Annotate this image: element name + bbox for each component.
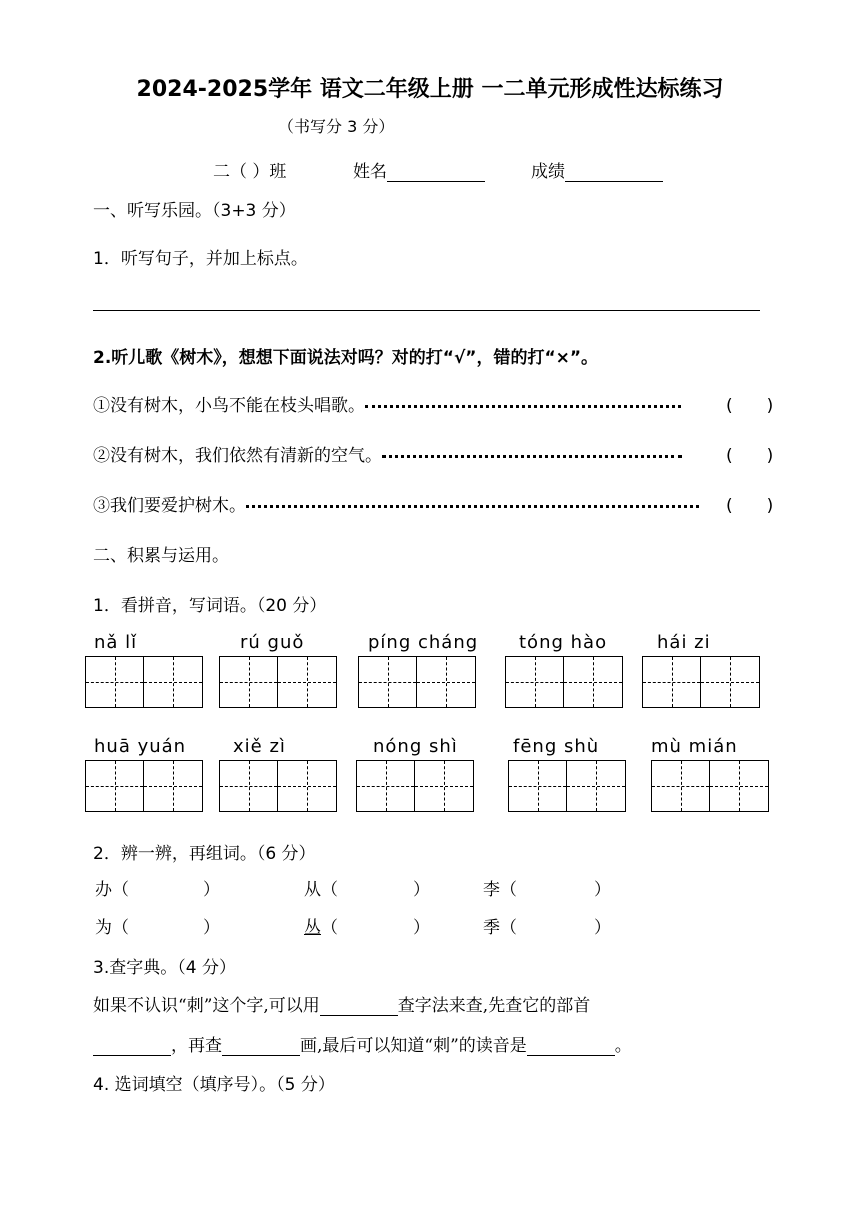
leader-dots bbox=[246, 505, 699, 508]
answer-blank[interactable] bbox=[320, 997, 398, 1016]
leader-dots bbox=[365, 405, 681, 408]
grid-cell[interactable] bbox=[220, 761, 278, 811]
pinyin-label: tóng hào bbox=[519, 632, 608, 653]
statement-1-text: ①没有树木，小鸟不能在枝头唱歌。 bbox=[93, 396, 365, 416]
grid-cell[interactable] bbox=[357, 761, 415, 811]
pair-item: 李（ bbox=[483, 880, 517, 900]
close-paren[interactable]: ） bbox=[594, 880, 611, 900]
pair-item: 办（ bbox=[95, 880, 129, 900]
text-segment: 如果不认识“刺”这个字,可以用 bbox=[93, 996, 320, 1016]
writing-grid[interactable] bbox=[219, 760, 337, 812]
grid-cell[interactable] bbox=[652, 761, 710, 811]
pinyin-label: mù mián bbox=[651, 736, 738, 757]
close-paren[interactable]: ） bbox=[594, 918, 611, 938]
question-2-3: 3.查字典。（4 分） bbox=[93, 958, 236, 978]
question-1-1: 1．听写句子，并加上标点。 bbox=[93, 249, 308, 269]
writing-grid[interactable] bbox=[219, 656, 337, 708]
statement-1 bbox=[93, 391, 681, 416]
writing-grid[interactable] bbox=[508, 760, 626, 812]
writing-grid[interactable] bbox=[505, 656, 623, 708]
question-2-2: 2．辨一辨，再组词。（6 分） bbox=[93, 844, 316, 864]
text-segment: 查字法来查,先查它的部首 bbox=[397, 996, 591, 1016]
close-paren[interactable]: ） bbox=[413, 880, 430, 900]
grid-cell[interactable] bbox=[278, 761, 336, 811]
grid-cell[interactable] bbox=[86, 761, 144, 811]
grid-cell[interactable] bbox=[710, 761, 768, 811]
grid-cell[interactable] bbox=[144, 657, 202, 707]
dictionary-line-1 bbox=[93, 991, 590, 1016]
question-1-2: 2.听儿歌《树木》，想想下面说法对吗？对的打“√”，错的打“×”。 bbox=[93, 348, 599, 368]
writing-grid[interactable] bbox=[358, 656, 476, 708]
writing-grid[interactable] bbox=[85, 656, 203, 708]
grid-cell[interactable] bbox=[509, 761, 567, 811]
score-label: 成绩 bbox=[531, 162, 565, 182]
text-segment: 。 bbox=[614, 1036, 632, 1056]
name-label: 姓名 bbox=[353, 162, 387, 182]
close-paren[interactable]: ） bbox=[203, 880, 220, 900]
section1-heading: 一、听写乐园。（3+3 分） bbox=[93, 201, 296, 221]
statement-3 bbox=[93, 491, 699, 516]
grid-cell[interactable] bbox=[506, 657, 564, 707]
pinyin-label: fēng shù bbox=[513, 736, 600, 757]
answer-paren-2[interactable]: ( ) bbox=[726, 446, 774, 466]
statement-3-text: ③我们要爱护树木。 bbox=[93, 496, 246, 516]
class-label: 二（ ）班 bbox=[213, 162, 287, 182]
name-field[interactable] bbox=[353, 157, 485, 182]
answer-blank[interactable] bbox=[93, 1037, 171, 1056]
text-segment: ，再查 bbox=[171, 1036, 222, 1056]
grid-cell[interactable] bbox=[144, 761, 202, 811]
grid-cell[interactable] bbox=[643, 657, 701, 707]
text-segment: 画,最后可以知道“刺”的读音是 bbox=[300, 1036, 527, 1056]
pinyin-label: huā yuán bbox=[94, 736, 187, 757]
question-2-4: 4. 选词填空（填序号）。（5 分） bbox=[93, 1075, 335, 1095]
close-paren[interactable]: ） bbox=[203, 918, 220, 938]
answer-paren-1[interactable]: ( ) bbox=[726, 396, 774, 416]
writing-grid[interactable] bbox=[85, 760, 203, 812]
grid-cell[interactable] bbox=[359, 657, 417, 707]
pinyin-label: hái zi bbox=[657, 632, 711, 653]
pinyin-label: píng cháng bbox=[368, 632, 479, 653]
pinyin-label: xiě zì bbox=[233, 736, 286, 757]
statement-2 bbox=[93, 441, 682, 466]
pair-item: 从（ bbox=[304, 880, 338, 900]
pinyin-label: nóng shì bbox=[373, 736, 458, 757]
grid-cell[interactable] bbox=[278, 657, 336, 707]
grid-cell[interactable] bbox=[701, 657, 759, 707]
close-paren[interactable]: ） bbox=[413, 918, 430, 938]
grid-cell[interactable] bbox=[86, 657, 144, 707]
writing-grid[interactable] bbox=[651, 760, 769, 812]
grid-cell[interactable] bbox=[417, 657, 475, 707]
pair-item: 为（ bbox=[95, 918, 129, 938]
underlined-char: 丛 bbox=[304, 918, 321, 938]
grid-cell[interactable] bbox=[220, 657, 278, 707]
statement-2-text: ②没有树木，我们依然有清新的空气。 bbox=[93, 446, 382, 466]
name-blank[interactable] bbox=[387, 163, 485, 182]
subtitle: （书写分 3 分） bbox=[278, 117, 395, 136]
grid-cell[interactable] bbox=[564, 657, 622, 707]
answer-paren-3[interactable]: ( ) bbox=[726, 496, 774, 516]
open-paren: （ bbox=[321, 918, 338, 938]
writing-grid[interactable] bbox=[356, 760, 474, 812]
leader-dots bbox=[382, 455, 682, 458]
grid-cell[interactable] bbox=[567, 761, 625, 811]
pinyin-label: nǎ lǐ bbox=[94, 632, 138, 653]
score-blank[interactable] bbox=[565, 163, 663, 182]
grid-cell[interactable] bbox=[415, 761, 473, 811]
pair-item: 季（ bbox=[483, 918, 517, 938]
section2-heading: 二、积累与运用。 bbox=[93, 546, 229, 566]
score-field[interactable] bbox=[531, 157, 663, 182]
question-2-1: 1．看拼音，写词语。（20 分） bbox=[93, 596, 327, 616]
pinyin-label: rú guǒ bbox=[240, 632, 305, 653]
writing-grid[interactable] bbox=[642, 656, 760, 708]
answer-blank[interactable] bbox=[527, 1037, 615, 1056]
answer-blank[interactable] bbox=[222, 1037, 300, 1056]
dictation-answer-line[interactable] bbox=[93, 310, 760, 311]
page-title: 2024-2025学年 语文二年级上册 一二单元形成性达标练习 bbox=[136, 77, 724, 102]
pair-item bbox=[304, 913, 338, 938]
dictionary-line-2 bbox=[93, 1031, 632, 1056]
